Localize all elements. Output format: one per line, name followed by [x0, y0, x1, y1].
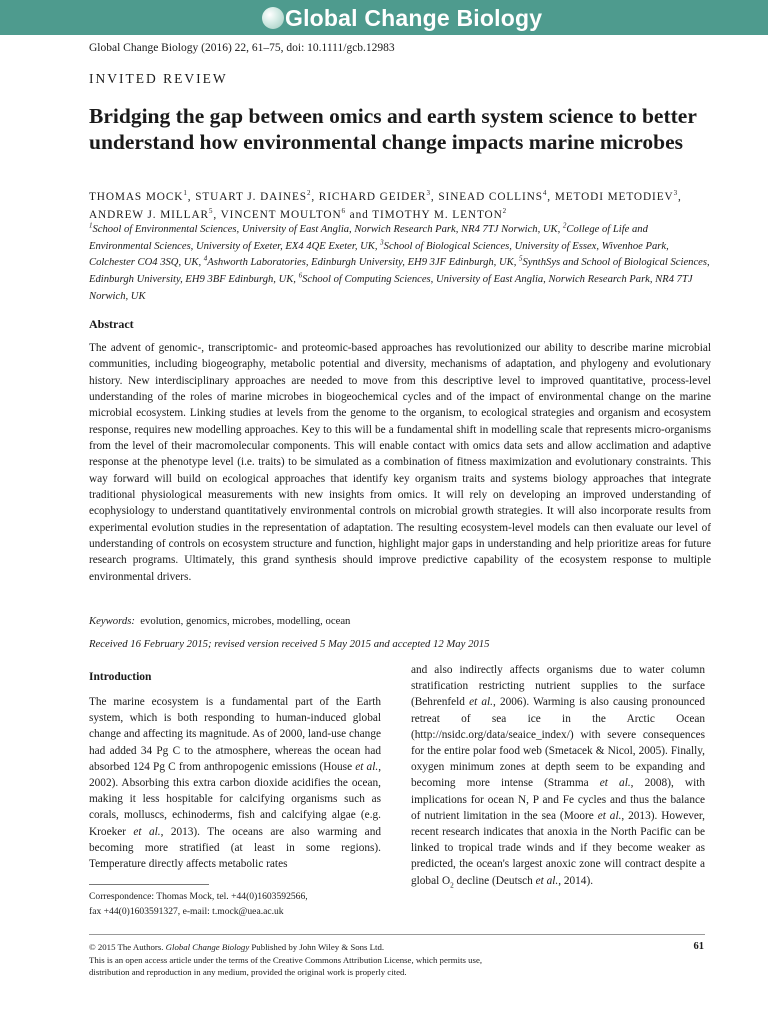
copyright-journal: Global Change Biology	[165, 942, 250, 952]
keywords	[89, 615, 350, 627]
footer-divider	[89, 934, 705, 935]
body-text-run: et al.	[469, 696, 494, 709]
footnote-divider	[89, 884, 209, 885]
introduction-left-column	[89, 694, 381, 872]
affiliation-text: School of Computing Sciences, University of East Anglia, Norwich Research Park, NR4 7TJ Norwich, UK	[89, 274, 693, 302]
correspondence-line: Correspondence: Thomas Mock, tel. +44(0)1603592566,	[89, 891, 308, 902]
author-list: THOMAS MOCK$^1$, STUART J. DAINES$^2$, RICHARD GEIDER$^3$, SINEAD COLLINS$^4$, METODI METODIEV$^3$, ANDREW J. MILLAR$^5$, VINCENT MOULTON$^6$ and TIMOTHY M. LENTON$^2$	[89, 189, 682, 221]
citation-line: Global Change Biology (2016) 22, 61–75, doi: 10.1111/gcb.12983	[89, 42, 395, 54]
author-name: STUART J. DAINES	[195, 191, 307, 203]
body-text-run: , 2002). Absorbing this extra carbon dioxide acidifies the ocean, making it less hospitable for calcifying organisms such as corals, molluscs, echinoderms, fish and calcifying algae (e.g. Kroeker	[89, 760, 382, 838]
keywords-label: Keywords:	[89, 615, 135, 627]
author-affiliation-mark: 2	[306, 189, 312, 198]
received-dates: Received 16 February 2015; revised version received 5 May 2015 and accepted 12 May 2015	[89, 638, 490, 650]
affiliation-text: SynthSys and School of Biological Sciences, Edinburgh University, EH9 3BF Edinburgh, UK,	[89, 257, 710, 286]
body-text-run: et al.	[133, 825, 161, 838]
author-name: RICHARD GEIDER	[318, 191, 427, 203]
author-name: METODI METODIEV	[554, 191, 674, 203]
correspondence-line: fax +44(0)1603591327, e-mail: t.mock@uea.ac.uk	[89, 906, 284, 917]
affiliation-text: School of Environmental Sciences, University of East Anglia, Norwich Research Park, NR4 7TJ Norwich, UK,	[92, 224, 563, 235]
license-line: This is an open access article under the terms of the Creative Commons Attribution License, which permits use,	[89, 954, 483, 965]
author-affiliation-mark: 4	[542, 189, 548, 198]
body-text-run: et al.	[597, 809, 622, 822]
introduction-right-column	[411, 662, 705, 889]
journal-banner	[0, 0, 768, 35]
affiliation-number: 4	[203, 254, 208, 263]
journal-logo	[262, 3, 542, 33]
introduction-heading: Introduction	[89, 671, 152, 683]
body-text-run: et al.	[535, 874, 559, 887]
affiliation-text: School of Biological Sciences, University of Essex, Wivenhoe Park, Colchester CO4 3SQ, UK,	[89, 240, 669, 269]
affiliation-number: 1	[89, 221, 93, 230]
author-affiliation-mark: 5	[208, 206, 214, 215]
article-type: INVITED REVIEW	[89, 71, 228, 86]
author-name: VINCENT MOULTON	[220, 208, 342, 221]
author-affiliation-mark: 3	[673, 189, 678, 198]
author-name: ANDREW J. MILLAR	[89, 208, 209, 221]
body-text-run: and also indirectly affects organisms due to water column stratification restricting nutrient supplies to the surface (Behrenfeld	[411, 664, 705, 709]
affiliation-text: College of Life and Environmental Sciences, University of Exeter, EX4 4QE Exeter, UK,	[89, 224, 648, 252]
body-text-run: , 2014).	[558, 874, 594, 887]
author-affiliation-mark: 2	[502, 206, 508, 215]
body-text-run: , 2013). The oceans are also warming and becoming more stratified (at least in some regions). Temperature directly affects metabolic rates	[89, 825, 381, 871]
journal-logo-text: Global Change Biology	[285, 5, 543, 31]
copyright-suffix: Published by John Wiley & Sons Ltd.	[249, 942, 385, 952]
globe-icon	[262, 7, 284, 29]
copyright-prefix: © 2015 The Authors.	[89, 942, 166, 952]
author-affiliation-mark: 1	[183, 189, 188, 198]
affiliation-list	[89, 222, 711, 306]
author-name: TIMOTHY M. LENTON	[372, 208, 503, 221]
page-number: 61	[693, 941, 704, 952]
abstract-body: The advent of genomic-, transcriptomic- and proteomic-based approaches has revolutionized our ability to describe marine microbial communities, including biogeography, metabolic potential and diversity, mechanisms of adaptation, and phylogeny and evolutionary history. New interdisciplinary approaches are needed to move from this descriptive level to improved quantitative, process-level understanding of the roles of marine microbes in biogeochemical cycles and of the impact of environmental change on the marine microbial ecosystem. Linking studies at levels from the genome to the organism, to ecological strategies and organism and ecosystem response, requires new modelling approaches. Key to this will be a fundamental shift in modelling scale that represents micro-organisms from the level of their macromolecular components. This will enable contact with omics data sets and allow acclimation and adaptive response at the phenotype level (i.e. traits) to be simulated as a combination of fitness maximization and evolutionary constraints. This way forward will build on ecological approaches that identify key organism traits and systems biology approaches that integrate traditional physiological measurements with new insights from omics. It will rely on developing an improved understanding of ecophysiology to understand quantitatively environmental controls on microbial growth strategies. It will also incorporate results from experimental evolution studies in the representation of adaptation. The resulting ecosystem-level models can then evaluate our level of understanding of controls on ecosystem structure and function, highlight major gaps in understanding and help prioritize areas for future research programs. Ultimately, this grand synthesis should improve predictive capability of the ecosystem response to multiple environmental drivers.	[89, 342, 711, 583]
keywords-value: evolution, genomics, microbes, modelling, ocean	[140, 615, 351, 627]
abstract-heading: Abstract	[89, 317, 134, 331]
article-title: Bridging the gap between omics and earth system science to better understand how environmental change impacts marine microbes	[89, 104, 697, 154]
body-text-run: , 2013). However, recent research indicates that anoxia in the North Pacific can be linked to tropical trade winds and if they become weaker as predicted, the ocean's largest anoxic zone will contract despite a global O	[411, 809, 705, 887]
author-affiliation-mark: 3	[426, 189, 431, 198]
body-text-run: , 2006). Warming is also causing pronounced retreat of sea ice in the Arctic Ocean (http://nsidc.org/data/seaice_index/) with severe consequences for the entire polar food web (Smetacek & Nicol, 2005). Finally, oxygen minimum zones at depth seem to be expanding and becoming more intense (Stramma	[411, 696, 705, 790]
body-text-run: , 2008), with implications for ocean N, P and Fe cycles and thus the balance of nutrient limitation in the sea (Moore	[411, 777, 705, 822]
author-name: SINEAD COLLINS	[438, 191, 543, 203]
affiliation-number: 3	[380, 238, 384, 247]
affiliation-number: 5	[519, 254, 523, 263]
author-name: THOMAS MOCK	[89, 191, 184, 203]
affiliation-number: 2	[562, 221, 567, 230]
body-text-run: The marine ecosystem is a fundamental part of the Earth system, which is both responding to human-induced global change and affecting its magnitude. As of 2000, land-use change had added 34 Pg C to the atmosphere, whereas the ocean had absorbed 124 Pg C from anthropogenic emissions (House	[89, 696, 381, 773]
copyright-notice	[89, 941, 609, 979]
body-text-run: et al.	[355, 760, 379, 773]
license-line: distribution and reproduction in any medium, provided the original work is properly cited.	[89, 967, 407, 977]
body-text-run: decline (Deutsch	[453, 874, 536, 887]
correspondence-note	[89, 889, 381, 919]
body-text-run: 2	[450, 880, 454, 889]
body-text-run: et al.	[599, 777, 631, 790]
affiliation-text: Ashworth Laboratories, Edinburgh University, EH9 3JF Edinburgh, UK,	[207, 257, 519, 269]
author-affiliation-mark: 6	[341, 206, 346, 215]
affiliation-number: 6	[298, 271, 303, 280]
